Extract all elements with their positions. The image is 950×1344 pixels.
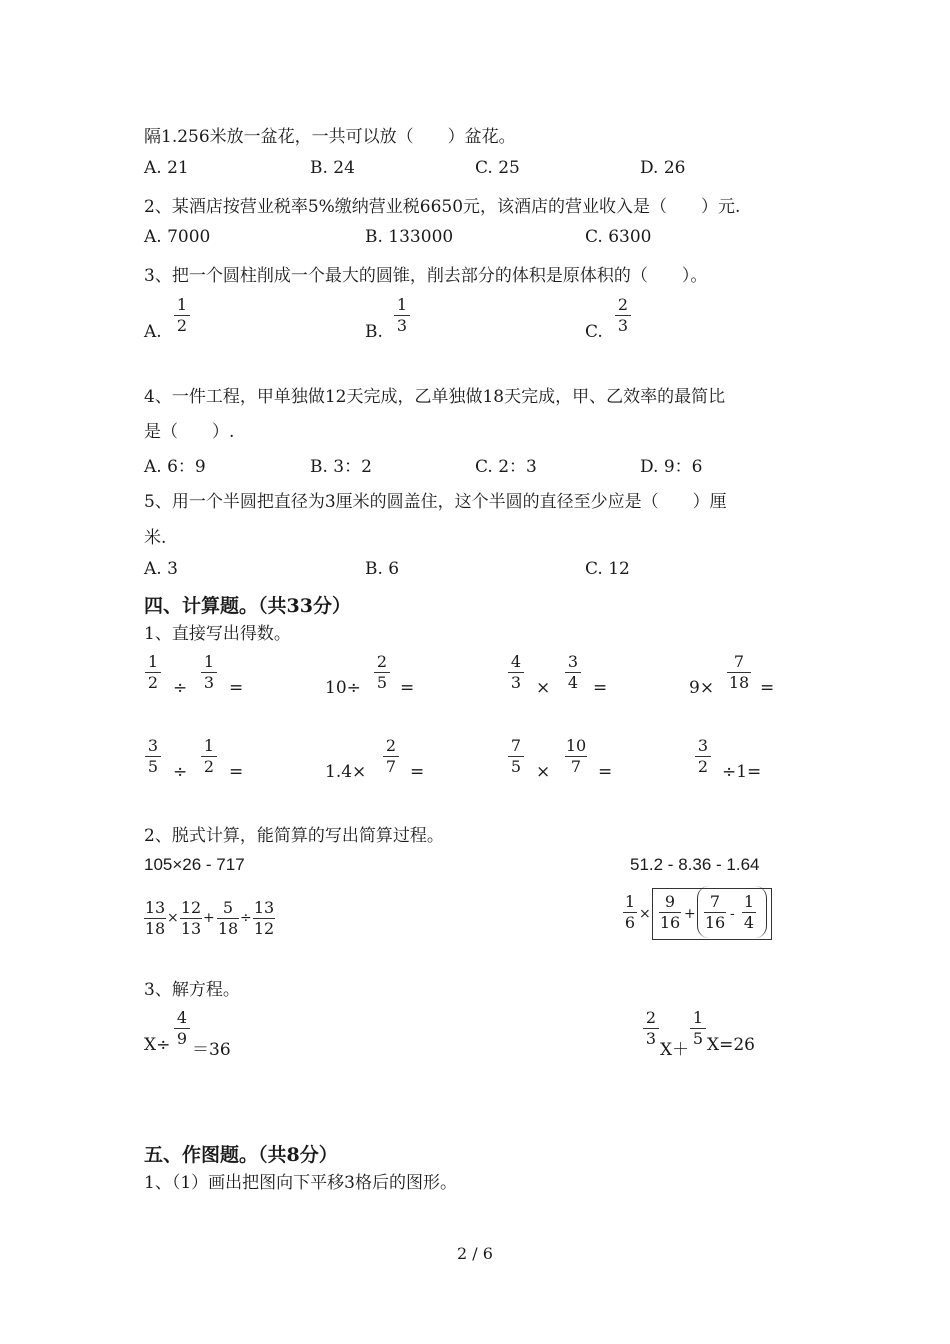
equals-sign: = — [400, 678, 415, 698]
q3-option-b-label: B. — [365, 322, 383, 342]
section-5-title: 五、作图题。（共8分） — [144, 1144, 338, 1166]
fraction: 7 18 — [728, 652, 750, 692]
equation-suffix: X=26 — [707, 1035, 755, 1055]
question-4-line1: 4、一件工程，甲单独做12天完成，乙单独做18天完成，甲、乙效率的最简比 — [144, 387, 726, 407]
expr-prefix: 10÷ — [325, 678, 361, 698]
equation-suffix: ＝36 — [192, 1040, 231, 1060]
q5-option-a: A. 3 — [144, 559, 178, 579]
section-5-sub-1: 1、（1）画出把图向下平移3格后的图形。 — [144, 1173, 457, 1193]
q4-option-d: D. 9：6 — [640, 457, 703, 477]
q2-option-b: B. 133000 — [365, 227, 454, 247]
q2-option-a: A. 7000 — [144, 227, 211, 247]
equals-sign: = — [598, 762, 613, 782]
section-4-sub-3: 3、解方程。 — [144, 980, 240, 1000]
option-b: B. 24 — [310, 158, 355, 178]
fraction: 1 5 — [690, 1010, 706, 1047]
q3-option-a-fraction: 1 2 — [174, 297, 190, 334]
fraction: 9 16 — [659, 892, 681, 932]
plus-sign: + — [203, 910, 215, 926]
q5-option-c: C. 12 — [585, 559, 630, 579]
question-3-text: 3、把一个圆柱削成一个最大的圆锥，削去部分的体积是原体积的（ ）。 — [144, 266, 708, 286]
expr-prefix: 9× — [689, 678, 715, 698]
fraction: 3 2 — [695, 738, 711, 775]
equals-sign: = — [229, 762, 244, 782]
fraction: 2 5 — [374, 654, 390, 691]
equals-sign: = — [593, 678, 608, 698]
q3-option-c-fraction: 2 3 — [615, 297, 631, 334]
equation-middle: X＋ — [660, 1040, 690, 1060]
q3-option-c-label: C. — [585, 322, 603, 342]
equals-sign: = — [410, 762, 425, 782]
question-text: 隔1.256米放一盆花，一共可以放（ ）盆花。 — [144, 127, 516, 147]
q4-option-c: C. 2：3 — [475, 457, 537, 477]
equation-prefix: X÷ — [144, 1035, 171, 1055]
fraction: 1 2 — [201, 738, 217, 775]
expression-2: 51.2 - 8.36 - 1.64 — [630, 855, 760, 874]
fraction: 12 13 — [180, 898, 202, 938]
fraction: 3 4 — [565, 654, 581, 691]
fraction: 2 7 — [383, 738, 399, 775]
fraction: 3 5 — [145, 738, 161, 775]
equals-sign: = — [760, 678, 775, 698]
section-4-title: 四、计算题。（共33分） — [144, 595, 351, 617]
q5-option-b: B. 6 — [365, 559, 400, 579]
q2-option-c: C. 6300 — [585, 227, 652, 247]
fraction: 1 4 — [743, 892, 755, 932]
fraction: 4 3 — [508, 654, 524, 691]
fraction: 5 18 — [217, 898, 239, 938]
fraction: 13 12 — [253, 898, 275, 938]
page-number: 2 / 6 — [457, 1244, 493, 1263]
divide-sign: ÷ — [173, 762, 188, 782]
section-4-sub-2: 2、脱式计算，能简算的写出简算过程。 — [144, 826, 444, 846]
plus-sign: + — [684, 906, 696, 922]
question-2-text: 2、某酒店按营业税率5%缴纳营业税6650元，该酒店的营业收入是（ ）元. — [144, 197, 741, 217]
q3-option-a-label: A. — [144, 322, 162, 342]
fraction: 7 16 — [704, 892, 726, 932]
times-sign: × — [536, 678, 551, 698]
option-a: A. 21 — [144, 158, 189, 178]
times-sign: × — [639, 906, 651, 922]
fraction: 1 3 — [201, 654, 217, 691]
divide-sign: ÷ — [240, 910, 252, 926]
divide-sign: ÷ — [173, 678, 188, 698]
expr-suffix: ÷1= — [722, 762, 762, 782]
fraction: 1 2 — [145, 654, 161, 691]
q4-option-a: A. 6：9 — [144, 457, 206, 477]
question-5-line1: 5、用一个半圆把直径为3厘米的圆盖住，这个半圆的直径至少应是（ ）厘 — [144, 492, 727, 512]
option-d: D. 26 — [640, 158, 686, 178]
option-c: C. 25 — [475, 158, 520, 178]
q3-option-b-fraction: 1 3 — [394, 297, 410, 334]
equals-sign: = — [229, 678, 244, 698]
fraction: 10 7 — [565, 736, 587, 776]
expr-prefix: 1.4× — [325, 762, 367, 782]
times-sign: × — [536, 762, 551, 782]
minus-sign: - — [730, 906, 735, 922]
fraction: 7 5 — [508, 738, 524, 775]
question-4-line2: 是（ ）. — [144, 422, 235, 442]
fraction: 2 3 — [643, 1010, 659, 1047]
times-sign: × — [167, 910, 179, 926]
fraction: 13 18 — [144, 898, 166, 938]
question-5-line2: 米. — [144, 528, 167, 548]
fraction: 1 6 — [624, 892, 636, 932]
fraction: 4 9 — [174, 1010, 190, 1047]
q4-option-b: B. 3：2 — [310, 457, 372, 477]
expression-1: 105×26 - 717 — [144, 855, 245, 874]
section-4-sub-1: 1、直接写出得数。 — [144, 624, 291, 644]
